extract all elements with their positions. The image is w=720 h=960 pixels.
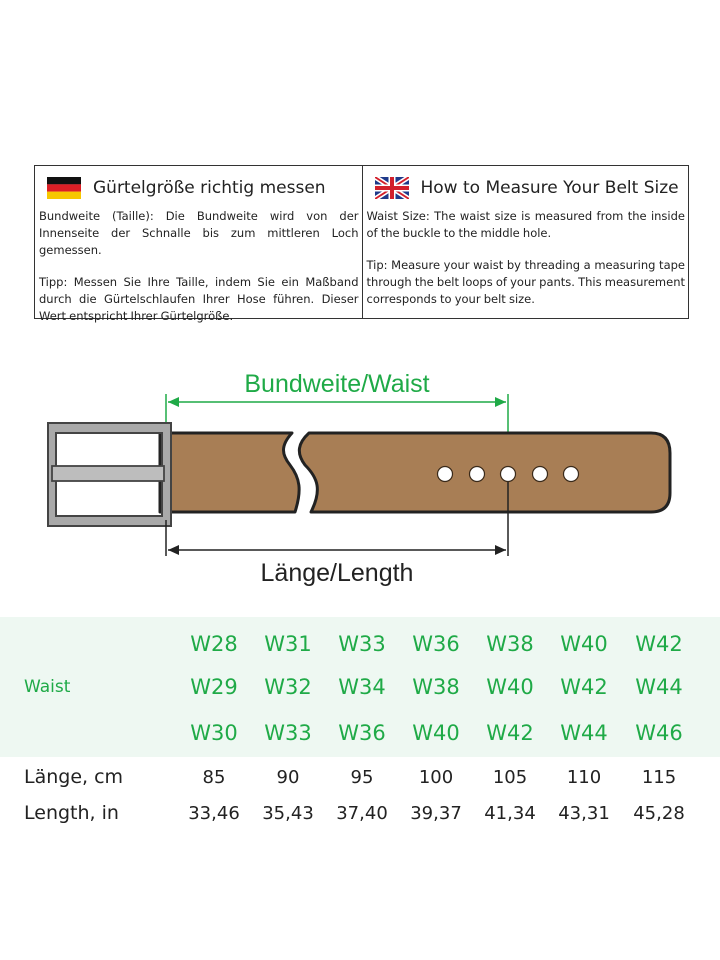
waist-size-cell: W34 (338, 675, 386, 699)
size-table (0, 617, 720, 838)
length-in-cell: 33,46 (188, 803, 240, 824)
info-paragraph-german-1: Bundweite (Taille): Die Bundweite wird von der Innenseite der Schnalle bis zum mittleren Loch gemessen. (39, 209, 359, 257)
info-heading-english (375, 174, 686, 202)
length-cm-cell: 90 (276, 767, 300, 788)
info-paragraph-german-2: Tipp: Messen Sie Ihre Taille, indem Sie ein Maßband durch die Gürtelschlaufen Ihrer Hose führen. Dieser Wert entspricht Ihrer Gürtelgröße. (39, 275, 359, 323)
waist-size-cell: W31 (264, 632, 312, 656)
length-cm-cell: 95 (350, 767, 374, 788)
waist-size-cell: W40 (560, 632, 608, 656)
belt-buckle (48, 423, 171, 526)
waist-size-cell: W36 (412, 632, 460, 656)
belt-hole (438, 467, 453, 482)
waist-size-cell: W44 (635, 675, 683, 699)
info-column-german (35, 166, 362, 323)
waist-size-cell: W38 (412, 675, 460, 699)
info-heading-german (47, 174, 359, 202)
waist-size-cell: W46 (635, 721, 683, 745)
waist-size-cell: W40 (412, 721, 460, 745)
uk-flag-icon (375, 177, 409, 199)
waist-size-cell: W36 (338, 721, 386, 745)
waist-size-cell: W30 (190, 721, 238, 745)
length-cm-row-label: Länge, cm (24, 766, 124, 788)
length-in-cell: 35,43 (262, 803, 314, 824)
waist-size-cell: W42 (486, 721, 534, 745)
waist-size-cell: W33 (264, 721, 312, 745)
info-title-german: Gürtelgröße richtig messen (93, 178, 326, 198)
length-in-cell: 41,34 (484, 803, 536, 824)
length-cm-cell: 105 (492, 767, 528, 788)
waist-row-label: Waist (24, 677, 71, 697)
length-in-cell: 39,37 (410, 803, 462, 824)
length-in-row-label: Length, in (24, 802, 119, 824)
waist-size-cell: W42 (635, 632, 683, 656)
measurement-info-box (34, 165, 689, 323)
belt-hole (564, 467, 579, 482)
info-paragraph-english-2: Tip: Measure your waist by threading a measuring tape through the belt loops of your pants. This measurement corresponds to your belt size. (366, 258, 685, 306)
length-cm-cell: 110 (566, 767, 602, 788)
waist-size-cell: W29 (190, 675, 238, 699)
length-in-cell: 43,31 (558, 803, 610, 824)
waist-size-cell: W32 (264, 675, 312, 699)
waist-size-cell: W38 (486, 632, 534, 656)
length-in-cell: 37,40 (336, 803, 388, 824)
waist-size-cell: W40 (486, 675, 534, 699)
length-cm-cell: 115 (641, 767, 677, 788)
waist-size-cell: W44 (560, 721, 608, 745)
belt-hole (470, 467, 485, 482)
info-column-english (362, 166, 689, 318)
waist-dimension-label: Bundweite/Waist (244, 370, 430, 398)
length-dimension-label: Länge/Length (260, 559, 414, 587)
waist-size-cell: W33 (338, 632, 386, 656)
length-cm-cell: 85 (202, 767, 226, 788)
waist-size-cell: W28 (190, 632, 238, 656)
length-in-cell: 45,28 (633, 803, 685, 824)
info-title-english: How to Measure Your Belt Size (420, 178, 679, 198)
belt-diagram (0, 360, 720, 600)
info-paragraph-english-1: Waist Size: The waist size is measured from the inside of the buckle to the middle hole. (366, 209, 685, 240)
length-cm-cell: 100 (418, 767, 454, 788)
belt-hole (501, 467, 516, 482)
germany-flag-icon (47, 177, 81, 199)
belt-hole (533, 467, 548, 482)
waist-size-cell: W42 (560, 675, 608, 699)
belt-strap-left (160, 433, 299, 512)
